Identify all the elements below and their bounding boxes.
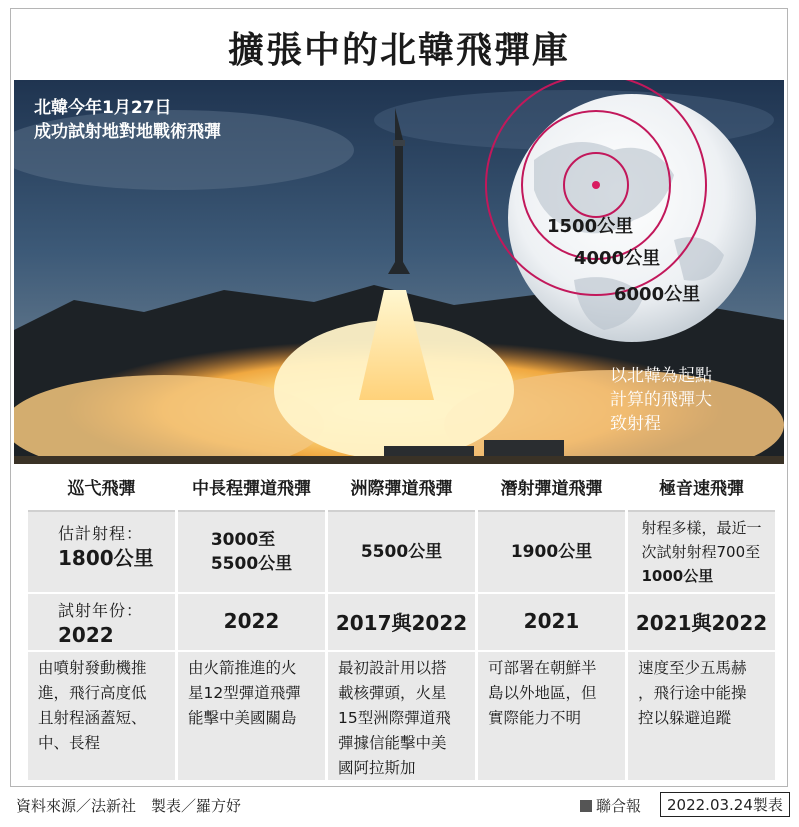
divider (28, 592, 175, 594)
description (488, 656, 620, 731)
range-label-4000: 4000公里 (574, 248, 661, 269)
column-icbm (328, 468, 475, 780)
range-value: 1800公里 (58, 546, 154, 570)
range-cell (28, 512, 175, 592)
brand-square-icon (580, 800, 592, 812)
caption-line-1: 北韓今年1月27日 (34, 98, 172, 118)
globe-note-line-1: 以北韓為起點 (610, 366, 712, 386)
description (338, 656, 470, 781)
globe-note-line-3: 致射程 (610, 414, 661, 434)
brand (580, 795, 641, 816)
publish-date: 2022.03.24製表 (660, 792, 790, 817)
range-line-1: 射程多樣，最近一 (641, 519, 762, 537)
divider (478, 650, 625, 652)
description (188, 656, 320, 731)
divider (478, 592, 625, 594)
desc-line: 進，飛行高度低 (38, 684, 147, 702)
description (38, 656, 170, 756)
globe-note (610, 364, 712, 436)
page-title: 擴張中的北韓飛彈庫 (227, 30, 570, 71)
title-bar (14, 12, 784, 78)
column-header: 潛射彈道飛彈 (478, 468, 625, 512)
photo-caption (34, 96, 221, 144)
divider (328, 650, 475, 652)
desc-line: 國阿拉斯加 (338, 759, 416, 777)
desc-line: 控以躲避追蹤 (638, 709, 732, 727)
description (638, 656, 770, 731)
desc-line: 島以外地區，但 (488, 684, 597, 702)
range-value: 5500公里 (360, 542, 443, 562)
range-cell (178, 512, 325, 592)
desc-line: 星12型彈道飛彈 (188, 684, 301, 702)
desc-line: ，飛行途中能操 (638, 684, 747, 702)
desc-line: 實際能力不明 (488, 709, 582, 727)
divider (178, 650, 325, 652)
divider (28, 650, 175, 652)
column-header: 中長程彈道飛彈 (178, 468, 325, 512)
desc-line: 最初設計用以搭 (338, 659, 447, 677)
divider (628, 650, 775, 652)
desc-line: 由噴射發動機推 (38, 659, 147, 677)
north-korea-marker (592, 181, 600, 189)
column-slbm (478, 468, 625, 780)
range-line-2: 次試射射程700至 (641, 543, 761, 561)
column-cruise-missile (28, 468, 175, 780)
caption-line-2: 成功試射地對地戰術飛彈 (34, 122, 221, 142)
desc-line: 載核彈頭，火星 (338, 684, 447, 702)
year-label: 試射年份： (58, 601, 144, 620)
missile-launch-photo (14, 80, 784, 464)
range-value: 1900公里 (510, 542, 593, 562)
desc-line: 且射程涵蓋短、 (38, 709, 147, 727)
column-header: 巡弋飛彈 (28, 468, 175, 512)
year-value: 2021與2022 (635, 610, 768, 635)
column-header: 極音速飛彈 (628, 468, 775, 512)
brand-name: 聯合報 (596, 797, 642, 815)
year-value: 2021 (523, 609, 580, 633)
year-value: 2017與2022 (335, 610, 468, 635)
source-credit: 資料來源／法新社 製表／羅方妤 (16, 797, 242, 815)
divider (178, 592, 325, 594)
globe-note-line-2: 計算的飛彈大 (610, 390, 712, 410)
missile-table (28, 468, 774, 780)
range-cell (628, 512, 775, 592)
desc-line: 能擊中美國關島 (188, 709, 297, 727)
column-hypersonic (628, 468, 775, 780)
range-label-1500: 1500公里 (547, 216, 634, 237)
column-irbm (178, 468, 325, 780)
year-value: 2022 (223, 609, 280, 633)
desc-line: 速度至少五馬赫 (638, 659, 747, 677)
desc-line: 中、長程 (38, 734, 101, 752)
column-header: 洲際彈道飛彈 (328, 468, 475, 512)
desc-line: 15型洲際彈道飛 (338, 709, 451, 727)
desc-line: 由火箭推進的火 (188, 659, 297, 677)
divider (628, 592, 775, 594)
range-line-1: 3000至 (210, 530, 276, 550)
range-label-6000: 6000公里 (614, 284, 701, 305)
year-cell (28, 596, 175, 646)
desc-line: 彈據信能擊中美 (338, 734, 447, 752)
range-line-2: 5500公里 (210, 554, 293, 574)
range-label: 估計射程： (58, 524, 144, 543)
divider (328, 592, 475, 594)
desc-line: 可部署在朝鮮半 (488, 659, 597, 677)
range-line-3: 1000公里 (641, 567, 714, 585)
year-value: 2022 (58, 623, 114, 647)
